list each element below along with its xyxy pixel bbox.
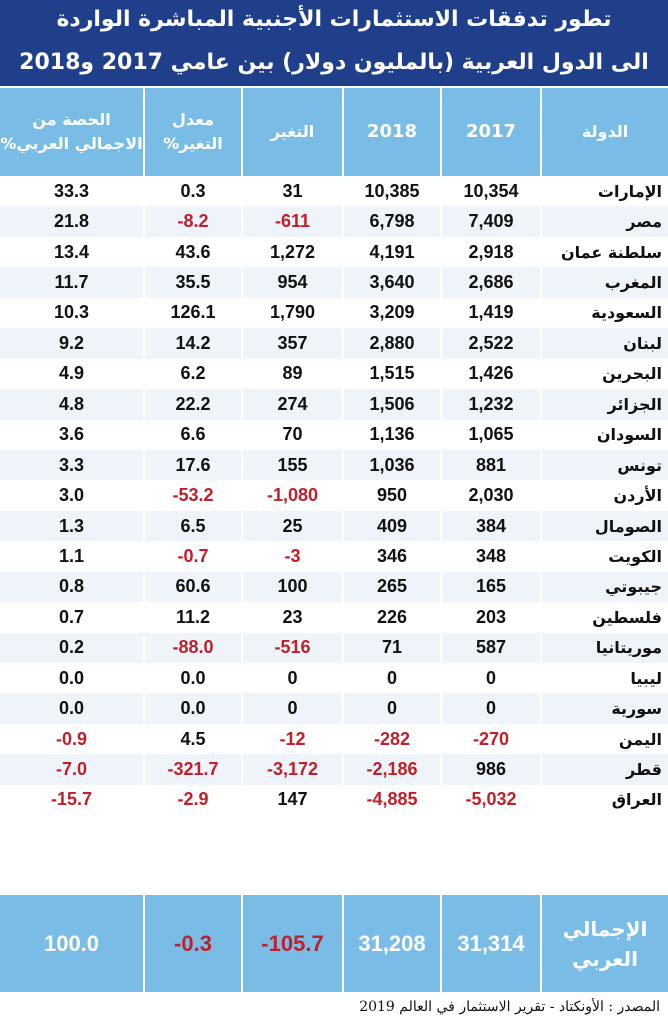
change-cell: -1,080 bbox=[243, 480, 344, 510]
y2018-cell: 1,036 bbox=[344, 450, 442, 480]
change-cell: -3,172 bbox=[243, 754, 344, 784]
country-cell: السعودية bbox=[542, 298, 668, 328]
y2017-cell: 587 bbox=[442, 633, 542, 663]
share-cell: 3.0 bbox=[0, 480, 145, 510]
y2018-cell: 346 bbox=[344, 541, 442, 571]
share-cell: 0.8 bbox=[0, 572, 145, 602]
rate-cell: 6.2 bbox=[145, 359, 243, 389]
y2018-cell: 0 bbox=[344, 693, 442, 723]
rate-cell: 6.5 bbox=[145, 511, 243, 541]
y2017-cell: 1,426 bbox=[442, 359, 542, 389]
change-cell: 274 bbox=[243, 389, 344, 419]
country-cell: البحرين bbox=[542, 359, 668, 389]
y2017-cell: 10,354 bbox=[442, 176, 542, 206]
rate-cell: 6.6 bbox=[145, 420, 243, 450]
y2017-cell: 203 bbox=[442, 602, 542, 632]
share-cell: 1.3 bbox=[0, 511, 145, 541]
change-cell: -12 bbox=[243, 724, 344, 754]
y2017-cell: -5,032 bbox=[442, 785, 542, 815]
y2018-cell: 950 bbox=[344, 480, 442, 510]
change-cell: 100 bbox=[243, 572, 344, 602]
rate-cell: 14.2 bbox=[145, 328, 243, 358]
y2018-cell: -4,885 bbox=[344, 785, 442, 815]
y2017-cell: 7,409 bbox=[442, 206, 542, 236]
rate-cell: 0.3 bbox=[145, 176, 243, 206]
y2018-cell: 0 bbox=[344, 663, 442, 693]
share-cell: 4.9 bbox=[0, 359, 145, 389]
y2017-cell: 881 bbox=[442, 450, 542, 480]
y2018-cell: 10,385 bbox=[344, 176, 442, 206]
country-cell: الكويت bbox=[542, 541, 668, 571]
change-cell: -516 bbox=[243, 633, 344, 663]
change-cell: 70 bbox=[243, 420, 344, 450]
share-cell: 4.8 bbox=[0, 389, 145, 419]
y2018-cell: 1,136 bbox=[344, 420, 442, 450]
country-cell: المغرب bbox=[542, 267, 668, 297]
header-2017: 2017 bbox=[442, 88, 542, 176]
country-cell: سلطنة عمان bbox=[542, 237, 668, 267]
share-cell: -7.0 bbox=[0, 754, 145, 784]
rate-cell: 126.1 bbox=[145, 298, 243, 328]
y2017-cell: 1,419 bbox=[442, 298, 542, 328]
change-cell: 954 bbox=[243, 267, 344, 297]
title-line-2: الى الدول العربية (بالمليون دولار) بين عامي 2017 و2018 bbox=[19, 50, 649, 75]
table-title bbox=[0, 0, 668, 88]
y2017-cell: 2,522 bbox=[442, 328, 542, 358]
share-cell: 10.3 bbox=[0, 298, 145, 328]
change-cell: 0 bbox=[243, 693, 344, 723]
share-cell: 3.6 bbox=[0, 420, 145, 450]
rate-cell: 35.5 bbox=[145, 267, 243, 297]
total-share: 100.0 bbox=[0, 895, 145, 992]
y2018-cell: 71 bbox=[344, 633, 442, 663]
y2018-cell: 1,515 bbox=[344, 359, 442, 389]
rate-cell: 0.0 bbox=[145, 693, 243, 723]
total-2018: 31,208 bbox=[344, 895, 442, 992]
total-2017: 31,314 bbox=[442, 895, 542, 992]
share-cell: -15.7 bbox=[0, 785, 145, 815]
title-line-1: تطور تدفقات الاستثمارات الأجنبية المباشرة الواردة bbox=[56, 7, 612, 32]
change-cell: 155 bbox=[243, 450, 344, 480]
share-cell: 9.2 bbox=[0, 328, 145, 358]
change-cell: 147 bbox=[243, 785, 344, 815]
y2017-cell: 2,686 bbox=[442, 267, 542, 297]
rate-cell: 4.5 bbox=[145, 724, 243, 754]
header-2018: 2018 bbox=[344, 88, 442, 176]
y2018-cell: 2,880 bbox=[344, 328, 442, 358]
change-cell: 1,790 bbox=[243, 298, 344, 328]
country-cell: لبنان bbox=[542, 328, 668, 358]
share-cell: 13.4 bbox=[0, 237, 145, 267]
y2017-cell: 986 bbox=[442, 754, 542, 784]
country-cell: مصر bbox=[542, 206, 668, 236]
rate-cell: 17.6 bbox=[145, 450, 243, 480]
country-cell: فلسطين bbox=[542, 602, 668, 632]
total-change: -105.7 bbox=[243, 895, 344, 992]
y2018-cell: -282 bbox=[344, 724, 442, 754]
y2017-cell: 1,065 bbox=[442, 420, 542, 450]
change-cell: 89 bbox=[243, 359, 344, 389]
header-rate: معدل التغير% bbox=[145, 88, 243, 176]
country-cell: موريتانيا bbox=[542, 633, 668, 663]
y2017-cell: 1,232 bbox=[442, 389, 542, 419]
share-cell: 1.1 bbox=[0, 541, 145, 571]
country-cell: الجزائر bbox=[542, 389, 668, 419]
y2017-cell: 2,918 bbox=[442, 237, 542, 267]
country-cell: الصومال bbox=[542, 511, 668, 541]
country-cell: الأردن bbox=[542, 480, 668, 510]
country-cell: العراق bbox=[542, 785, 668, 815]
change-cell: 25 bbox=[243, 511, 344, 541]
rate-cell: 0.0 bbox=[145, 663, 243, 693]
rate-cell: -0.7 bbox=[145, 541, 243, 571]
change-cell: 1,272 bbox=[243, 237, 344, 267]
change-cell: 31 bbox=[243, 176, 344, 206]
totals-row bbox=[0, 895, 668, 992]
y2017-cell: 384 bbox=[442, 511, 542, 541]
source-note: المصدر : الأونكتاد - تقرير الاستثمار في العالم 2019 bbox=[0, 992, 668, 1024]
header-country: الدولة bbox=[542, 88, 668, 176]
share-cell: 21.8 bbox=[0, 206, 145, 236]
fdi-table bbox=[0, 88, 668, 815]
share-cell: 0.7 bbox=[0, 602, 145, 632]
y2017-cell: 0 bbox=[442, 663, 542, 693]
y2018-cell: 3,640 bbox=[344, 267, 442, 297]
country-cell: جيبوتي bbox=[542, 572, 668, 602]
y2017-cell: 165 bbox=[442, 572, 542, 602]
share-cell: 3.3 bbox=[0, 450, 145, 480]
share-cell: -0.9 bbox=[0, 724, 145, 754]
y2017-cell: -270 bbox=[442, 724, 542, 754]
total-label: الإجمالي العربي bbox=[562, 916, 648, 971]
share-cell: 0.2 bbox=[0, 633, 145, 663]
country-cell: قطر bbox=[542, 754, 668, 784]
y2018-cell: 6,798 bbox=[344, 206, 442, 236]
change-cell: -611 bbox=[243, 206, 344, 236]
header-share: الحصة من الاجمالي العربي% bbox=[0, 88, 145, 176]
y2018-cell: 265 bbox=[344, 572, 442, 602]
rate-cell: 11.2 bbox=[145, 602, 243, 632]
rate-cell: 60.6 bbox=[145, 572, 243, 602]
rate-cell: 22.2 bbox=[145, 389, 243, 419]
y2018-cell: 3,209 bbox=[344, 298, 442, 328]
share-cell: 0.0 bbox=[0, 663, 145, 693]
change-cell: -3 bbox=[243, 541, 344, 571]
rate-cell: -88.0 bbox=[145, 633, 243, 663]
country-cell: تونس bbox=[542, 450, 668, 480]
y2017-cell: 2,030 bbox=[442, 480, 542, 510]
rate-cell: -2.9 bbox=[145, 785, 243, 815]
country-cell: الإمارات bbox=[542, 176, 668, 206]
share-cell: 33.3 bbox=[0, 176, 145, 206]
rate-cell: -321.7 bbox=[145, 754, 243, 784]
rate-cell: -8.2 bbox=[145, 206, 243, 236]
header-change: التغير bbox=[243, 88, 344, 176]
y2018-cell: 226 bbox=[344, 602, 442, 632]
y2018-cell: 409 bbox=[344, 511, 442, 541]
change-cell: 357 bbox=[243, 328, 344, 358]
country-cell: السودان bbox=[542, 420, 668, 450]
share-cell: 11.7 bbox=[0, 267, 145, 297]
country-cell: اليمن bbox=[542, 724, 668, 754]
rate-cell: 43.6 bbox=[145, 237, 243, 267]
y2018-cell: 1,506 bbox=[344, 389, 442, 419]
total-rate: -0.3 bbox=[145, 895, 243, 992]
country-cell: ليبيا bbox=[542, 663, 668, 693]
change-cell: 0 bbox=[243, 663, 344, 693]
y2018-cell: 4,191 bbox=[344, 237, 442, 267]
share-cell: 0.0 bbox=[0, 693, 145, 723]
country-cell: سورية bbox=[542, 693, 668, 723]
y2017-cell: 0 bbox=[442, 693, 542, 723]
y2018-cell: -2,186 bbox=[344, 754, 442, 784]
rate-cell: -53.2 bbox=[145, 480, 243, 510]
change-cell: 23 bbox=[243, 602, 344, 632]
y2017-cell: 348 bbox=[442, 541, 542, 571]
